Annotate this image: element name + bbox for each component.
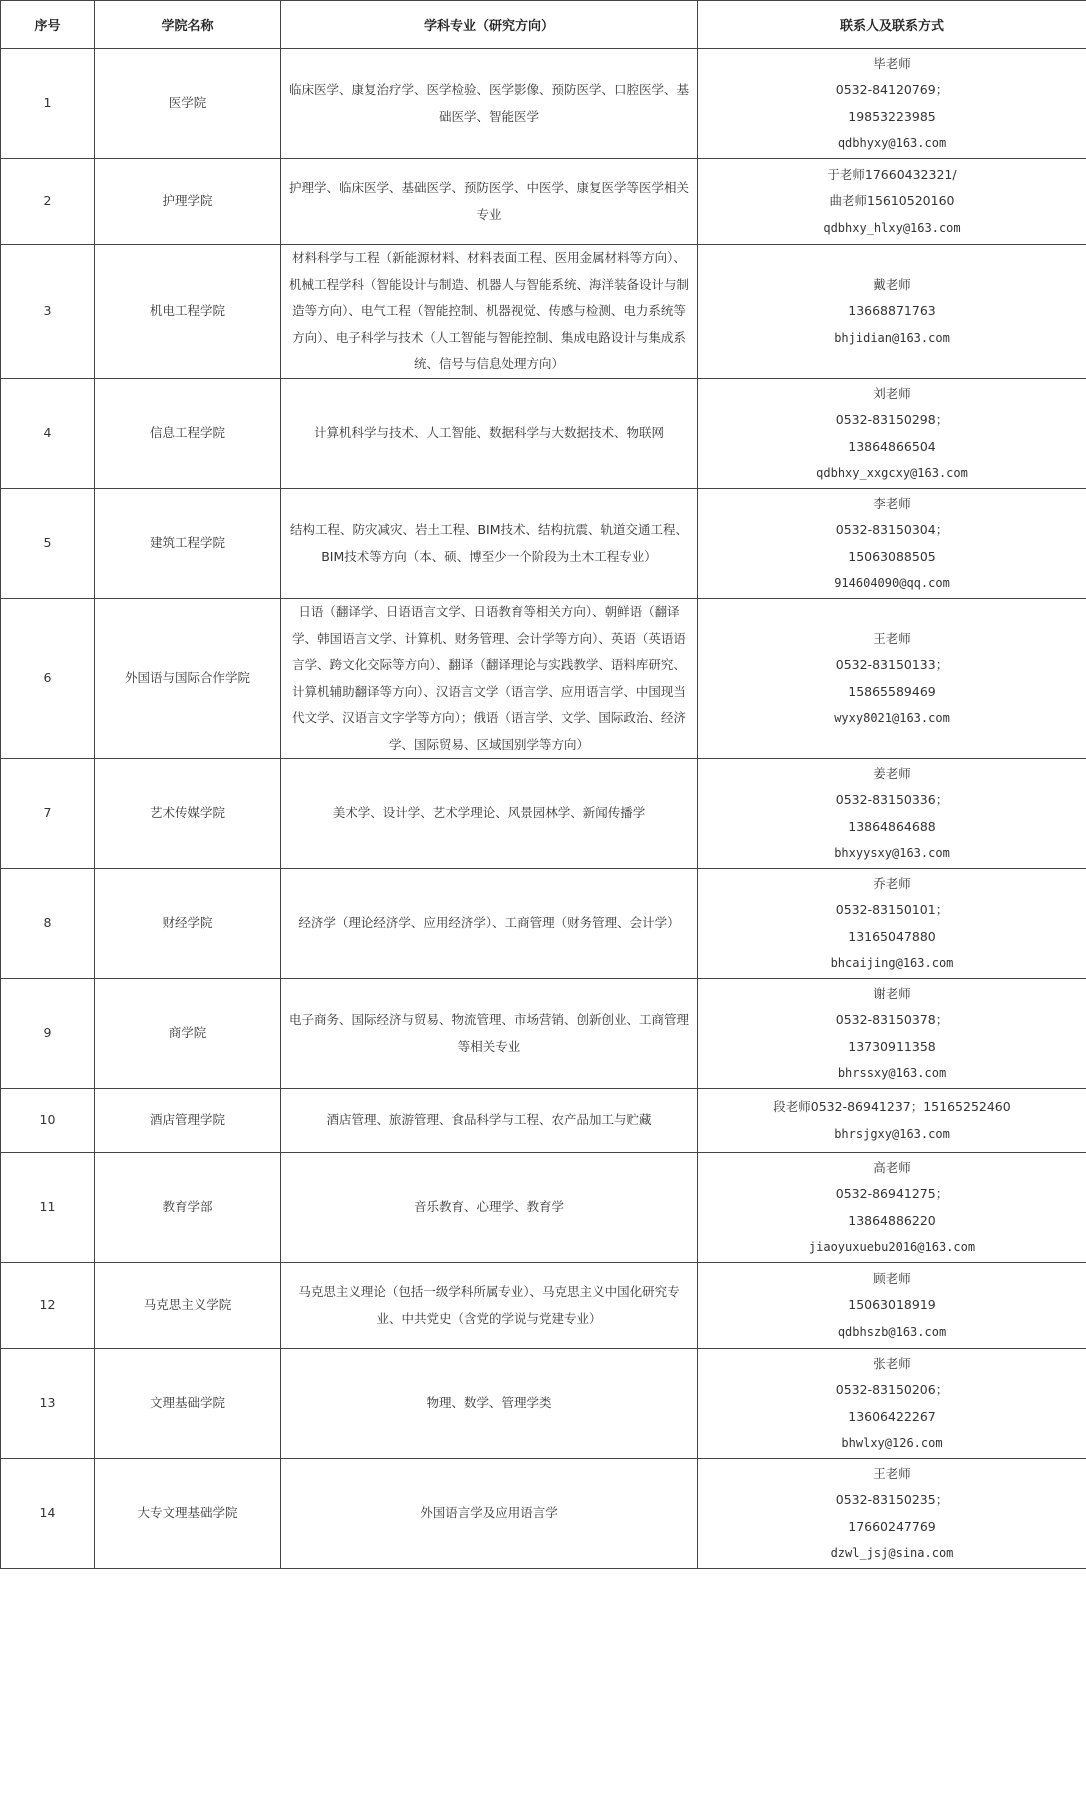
table-row [1,489,1086,599]
cell-college: 艺术传媒学院 [95,759,281,869]
table-row [1,245,1086,379]
cell-contact [698,1089,1086,1153]
contact-line: 王老师 [873,1465,911,1481]
contact-email[interactable]: qdbhszb@163.com [837,1324,947,1339]
table-row [1,979,1086,1089]
cell-major: 外国语言学及应用语言学 [281,1459,698,1569]
cell-college: 医学院 [95,49,281,159]
table-header [1,1,1086,49]
header-major: 学科专业（研究方向） [281,1,698,49]
contact-line: 0532-86941275； [835,1186,949,1201]
contact-line: 13730911358 [848,1038,936,1054]
table-row [1,759,1086,869]
table-row [1,1089,1086,1153]
cell-college: 大专文理基础学院 [95,1459,281,1569]
contact-email[interactable]: bhwlxy@126.com [841,1436,943,1450]
table-row [1,1153,1086,1263]
cell-college: 外国语与国际合作学院 [95,599,281,759]
cell-no: 6 [1,599,95,759]
cell-major: 音乐教育、心理学、教育学 [281,1153,698,1263]
cell-no: 3 [1,245,95,379]
cell-college: 建筑工程学院 [95,489,281,599]
table-body [1,49,1086,1569]
cell-contact [698,979,1086,1089]
table-row [1,1459,1086,1569]
contact-line: 13668871763 [848,303,936,319]
contact-line: 于老师17660432321/ [827,166,957,182]
contact-email[interactable]: wyxy8021@163.com [834,711,950,725]
contact-line: 姜老师 [873,765,911,781]
contact-line: 0532-83150304； [835,522,949,537]
cell-no: 2 [1,159,95,245]
cell-college: 教育学部 [95,1153,281,1263]
contact-line: 0532-84120769； [835,82,949,97]
contact-line: 张老师 [873,1355,911,1371]
cell-contact [698,379,1086,489]
contact-email[interactable]: qdbhxy_xxgcxy@163.com [816,466,968,480]
cell-contact [698,599,1086,759]
contact-line: 段老师0532-86941237；15165252460 [773,1099,1011,1114]
contact-line: 毕老师 [873,55,911,71]
contact-email[interactable]: 914604090@qq.com [834,576,950,590]
contact-line: 0532-83150235； [835,1492,949,1507]
contact-email[interactable]: qdbhxy_hlxy@163.com [823,220,961,235]
cell-major: 日语（翻译学、日语语言文学、日语教育等相关方向）、朝鲜语（翻译学、韩国语言文学、计算机、财务管理、会计学等方向）、英语（英语语言学、跨文化交际等方向）、翻译（翻译理论与实践教学、语料库研究、计算机辅助翻译等方向）、汉语言文学（语言学、应用语言学、中国现当代文学、汉语言文字学等方向）；俄语（语言学、文学、国际政治、经济学、国际贸易、区域国别学等方向） [281,599,698,759]
table-row [1,599,1086,759]
contact-line: 13864864688 [848,818,936,834]
cell-contact [698,759,1086,869]
contact-email[interactable]: bhcaijing@163.com [830,956,954,970]
contact-line: 0532-83150336； [835,792,949,807]
cell-contact [698,245,1086,379]
cell-college: 护理学院 [95,159,281,245]
cell-college: 机电工程学院 [95,245,281,379]
cell-contact [698,1349,1086,1459]
contact-line: 17660247769 [848,1518,936,1534]
header-no: 序号 [1,1,95,49]
cell-college: 信息工程学院 [95,379,281,489]
header-college: 学院名称 [95,1,281,49]
contact-line: 高老师 [873,1159,911,1175]
cell-college: 酒店管理学院 [95,1089,281,1153]
cell-no: 13 [1,1349,95,1459]
cell-contact [698,159,1086,245]
cell-no: 1 [1,49,95,159]
cell-major: 结构工程、防灾减灾、岩土工程、BIM技术、结构抗震、轨道交通工程、BIM技术等方向（本、硕、博至少一个阶段为土木工程专业） [281,489,698,599]
contact-line: 13864866504 [848,438,936,454]
contact-line: 王老师 [873,630,911,646]
cell-major: 护理学、临床医学、基础医学、预防医学、中医学、康复医学等医学相关专业 [281,159,698,245]
contact-line: 15865589469 [848,683,936,699]
cell-major: 材料科学与工程（新能源材料、材料表面工程、医用金属材料等方向）、机械工程学科（智能设计与制造、机器人与智能系统、海洋装备设计与制造等方向）、电气工程（智能控制、机器视觉、传感与检测、电力系统等方向）、电子科学与技术（人工智能与智能控制、集成电路设计与集成系统、信号与信息处理方向） [281,245,698,379]
cell-no: 8 [1,869,95,979]
contact-email[interactable]: bhrsjgxy@163.com [834,1126,950,1141]
cell-no: 11 [1,1153,95,1263]
contact-line: 15063018919 [848,1297,936,1313]
contact-email[interactable]: bhrssxy@163.com [837,1066,947,1080]
cell-major: 计算机科学与技术、人工智能、数据科学与大数据技术、物联网 [281,379,698,489]
contact-line: 0532-83150298； [835,412,949,427]
cell-no: 5 [1,489,95,599]
contact-line: 0532-83150133； [835,657,949,672]
contact-line: 谢老师 [873,985,911,1001]
contact-line: 0532-83150101； [835,902,949,917]
contact-line: 曲老师15610520160 [829,193,955,209]
cell-no: 12 [1,1263,95,1349]
contact-email[interactable]: bhxyysxy@163.com [834,846,950,860]
cell-college: 文理基础学院 [95,1349,281,1459]
cell-contact [698,49,1086,159]
header-row [1,1,1086,49]
cell-contact [698,1153,1086,1263]
cell-major: 美术学、设计学、艺术学理论、风景园林学、新闻传播学 [281,759,698,869]
cell-contact [698,869,1086,979]
contact-line: 15063088505 [848,548,936,564]
cell-major: 电子商务、国际经济与贸易、物流管理、市场营销、创新创业、工商管理等相关专业 [281,979,698,1089]
contact-line: 戴老师 [873,276,911,292]
table-row [1,159,1086,245]
contact-line: 13606422267 [848,1408,936,1424]
cell-no: 14 [1,1459,95,1569]
contact-line: 0532-83150378； [835,1012,949,1027]
cell-no: 10 [1,1089,95,1153]
cell-no: 4 [1,379,95,489]
cell-college: 财经学院 [95,869,281,979]
table-row [1,869,1086,979]
contact-email[interactable]: qdbhyxy@163.com [837,136,947,150]
cell-contact [698,1263,1086,1349]
contact-line: 乔老师 [873,875,911,891]
cell-major: 物理、数学、管理学类 [281,1349,698,1459]
contact-email[interactable]: dzwl_jsj@sina.com [830,1546,954,1560]
contact-line: 刘老师 [873,385,911,401]
contact-line: 0532-83150206； [835,1382,949,1397]
contact-line: 顾老师 [873,1270,911,1286]
table-row [1,1263,1086,1349]
table-row [1,379,1086,489]
cell-major: 酒店管理、旅游管理、食品科学与工程、农产品加工与贮藏 [281,1089,698,1153]
cell-no: 9 [1,979,95,1089]
cell-major: 经济学（理论经济学、应用经济学）、工商管理（财务管理、会计学） [281,869,698,979]
contact-line: 13864886220 [848,1212,936,1228]
cell-no: 7 [1,759,95,869]
cell-major: 马克思主义理论（包括一级学科所属专业）、马克思主义中国化研究专业、中共党史（含党的学说与党建专业） [281,1263,698,1349]
contact-line: 李老师 [873,495,911,511]
table-row [1,49,1086,159]
cell-major: 临床医学、康复治疗学、医学检验、医学影像、预防医学、口腔医学、基础医学、智能医学 [281,49,698,159]
cell-contact [698,489,1086,599]
cell-contact [698,1459,1086,1569]
contact-line: 13165047880 [848,928,936,944]
header-contact: 联系人及联系方式 [698,1,1086,49]
contact-line: 19853223985 [848,108,936,124]
contact-email[interactable]: bhjidian@163.com [834,330,950,345]
table-row [1,1349,1086,1459]
cell-college: 商学院 [95,979,281,1089]
contact-email[interactable]: jiaoyuxuebu2016@163.com [808,1240,976,1254]
cell-college: 马克思主义学院 [95,1263,281,1349]
